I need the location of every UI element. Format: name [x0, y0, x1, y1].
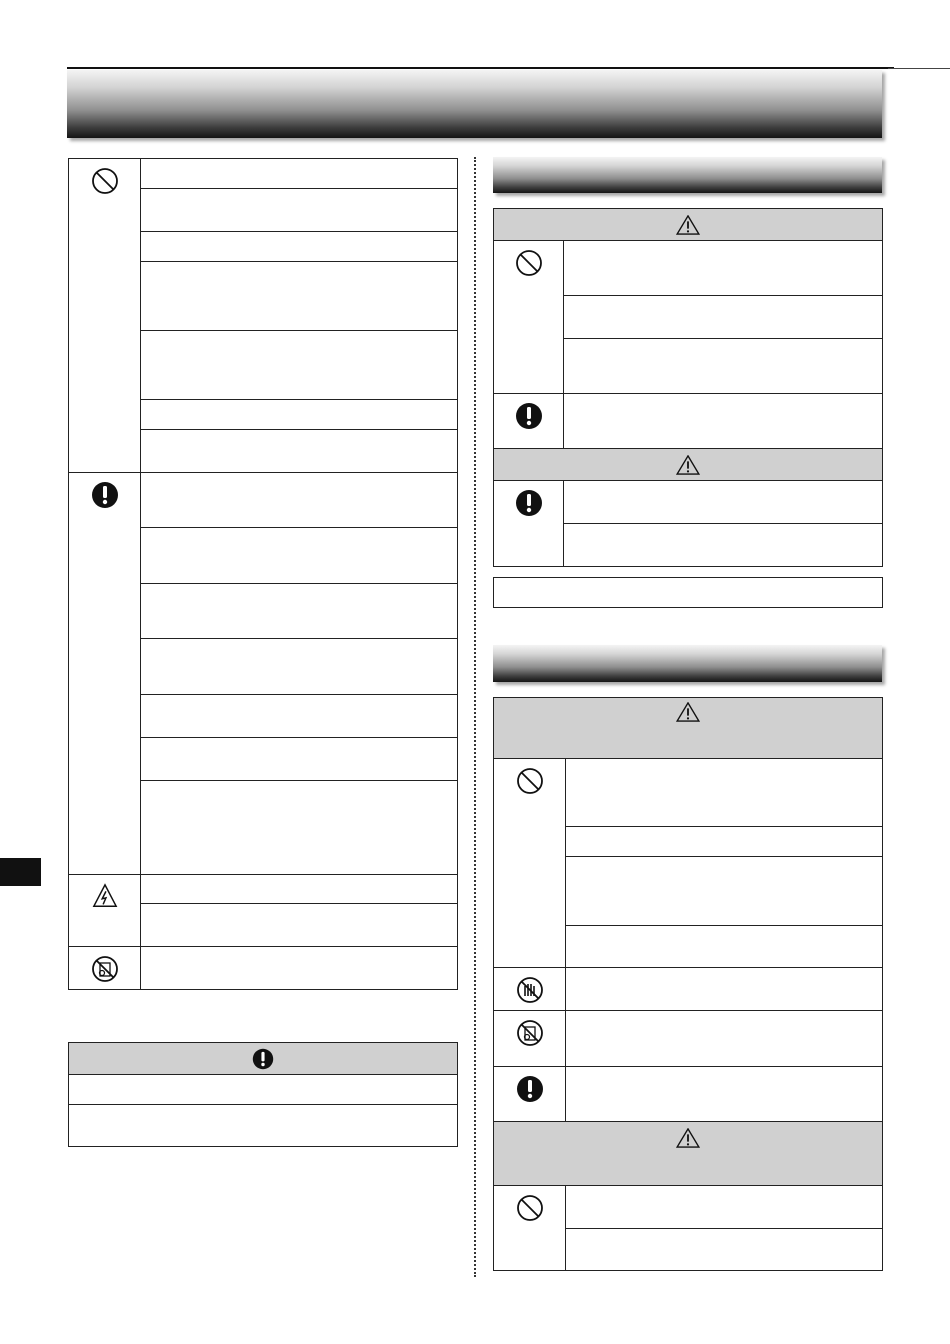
r1-note	[494, 578, 883, 608]
prohibit-icon-cell	[494, 759, 566, 968]
left-row-9	[141, 528, 458, 584]
warning-triangle-icon	[500, 455, 876, 475]
r2-row-1	[566, 759, 883, 827]
left-row-11	[141, 639, 458, 695]
mandatory-icon-cell	[494, 394, 564, 449]
right-section-2-table	[493, 697, 883, 1271]
prohibit-icon	[500, 1194, 559, 1222]
top-rule	[67, 67, 894, 69]
no-water-icon-cell	[69, 947, 141, 990]
prohibit-icon	[75, 167, 134, 195]
page-title-bar	[67, 70, 882, 138]
no-water-icon	[500, 1019, 559, 1047]
r1-row-2	[564, 296, 883, 339]
caution-header	[69, 1043, 458, 1075]
left-row-12	[141, 695, 458, 738]
right-section-1-note	[493, 577, 883, 608]
r1-row-4	[564, 394, 883, 449]
left-row-1	[141, 159, 458, 189]
electric-icon-cell	[69, 875, 141, 947]
mandatory-icon-cell	[494, 1067, 566, 1122]
caution-row-1	[69, 1075, 458, 1105]
section-2-title-bar	[493, 645, 882, 682]
mandatory-icon	[500, 402, 557, 430]
left-row-13	[141, 738, 458, 781]
r2-row-6	[566, 1011, 883, 1067]
mandatory-icon	[75, 481, 134, 509]
electric-shock-icon	[75, 883, 134, 909]
r2-row-5	[566, 968, 883, 1011]
r2-row-8	[566, 1186, 883, 1229]
no-wet-hands-icon-cell	[494, 968, 566, 1011]
left-row-17	[141, 947, 458, 990]
left-row-4	[141, 262, 458, 331]
left-row-7	[141, 430, 458, 473]
left-row-14	[141, 781, 458, 875]
column-divider	[474, 157, 476, 1277]
caution-row-2	[69, 1105, 458, 1147]
side-tab	[0, 858, 41, 886]
warning-header-1	[494, 209, 883, 241]
mandatory-icon	[75, 1048, 451, 1070]
no-wet-hands-icon	[500, 976, 559, 1004]
left-row-3	[141, 232, 458, 262]
r2-row-9	[566, 1229, 883, 1271]
r1-row-5	[564, 481, 883, 524]
warning-triangle-icon	[500, 215, 876, 235]
r2-row-3	[566, 857, 883, 926]
warning-triangle-icon	[500, 702, 876, 722]
mandatory-icon	[500, 1075, 559, 1103]
left-row-10	[141, 584, 458, 639]
prohibit-icon	[500, 767, 559, 795]
left-safety-table	[68, 158, 458, 990]
left-row-16	[141, 904, 458, 947]
prohibit-icon-cell	[494, 241, 564, 394]
r2-row-2	[566, 827, 883, 857]
left-row-5	[141, 331, 458, 400]
prohibit-icon-cell	[494, 1186, 566, 1271]
r1-row-1	[564, 241, 883, 296]
no-water-icon-cell	[494, 1011, 566, 1067]
no-water-icon	[75, 955, 134, 983]
left-row-2	[141, 189, 458, 232]
mandatory-icon-cell	[494, 481, 564, 567]
caution-header-1	[494, 449, 883, 481]
r1-row-3	[564, 339, 883, 394]
warning-header-2	[494, 698, 883, 759]
section-1-title-bar	[493, 157, 882, 193]
left-caution-table	[68, 1042, 458, 1147]
r1-row-6	[564, 524, 883, 567]
top-rule-extension	[888, 68, 950, 69]
r2-row-7	[566, 1067, 883, 1122]
prohibit-icon	[500, 249, 557, 277]
mandatory-icon-cell	[69, 473, 141, 875]
left-row-6	[141, 400, 458, 430]
warning-triangle-icon	[500, 1128, 876, 1148]
right-section-1-table	[493, 208, 883, 567]
left-row-8	[141, 473, 458, 528]
left-row-15	[141, 875, 458, 904]
r2-row-4	[566, 926, 883, 968]
mandatory-icon	[500, 489, 557, 517]
caution-header-2	[494, 1122, 883, 1186]
prohibit-icon-cell	[69, 159, 141, 473]
